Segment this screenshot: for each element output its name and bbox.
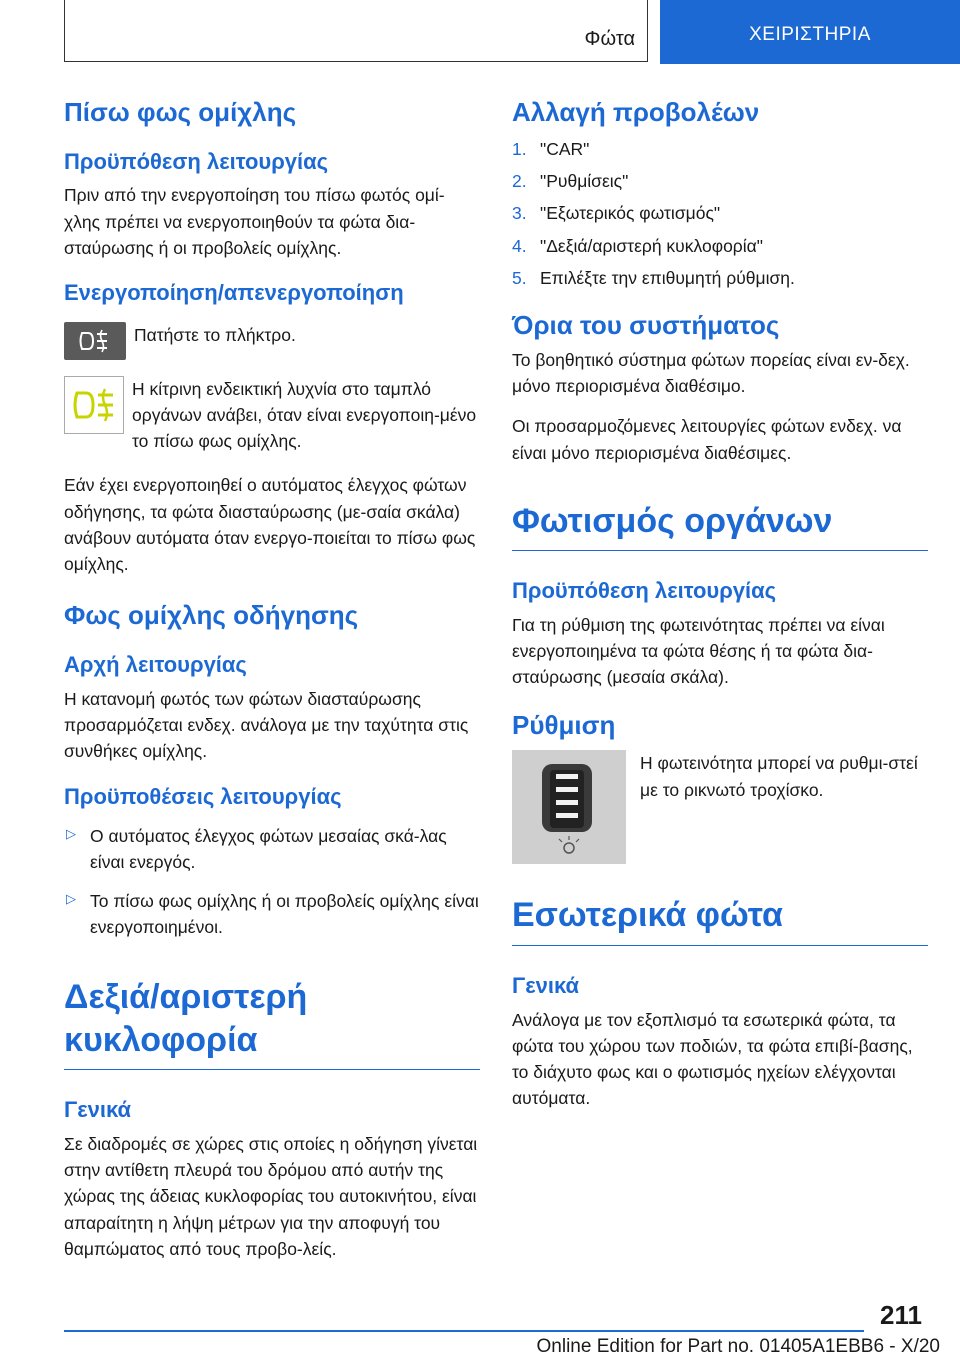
- footer-divider: [64, 1330, 864, 1332]
- page-header: [0, 0, 960, 66]
- heading-principle: Αρχή λειτουργίας: [64, 652, 247, 678]
- text-prerequisite-2: Για τη ρύθμιση της φωτεινότητας πρέπει να είναι ενεργοποιημένα τα φώτα θέσης ή τα φώτα δια-σταύρωσης (μεσαία σκάλα).: [512, 614, 885, 688]
- heading-adjustment: Ρύθμιση: [512, 709, 616, 740]
- chapter-interior-lights: [512, 894, 928, 946]
- heading-change-headlights: Αλλαγή προβολέων: [512, 97, 760, 127]
- heading-interior-lights: Εσωτερικά φώτα: [512, 896, 783, 935]
- list-item: 3. "Εξωτερικός φωτισμός": [512, 203, 721, 224]
- chapter-traffic: [64, 976, 480, 1070]
- list-item: 2. "Ρυθμίσεις": [512, 171, 629, 192]
- heading-general: Γενικά: [64, 1097, 132, 1123]
- text-limits-1: Το βοηθητικό σύστημα φώτων πορείας είναι εν-δεχ. μόνο περιορισμένα διαθέσιμο.: [512, 349, 910, 397]
- chapter-tab[interactable]: ΧΕΙΡΙΣΤΗΡΙΑ: [660, 0, 960, 64]
- section-title: Φώτα: [584, 28, 635, 50]
- adjustment-row: [512, 750, 928, 864]
- chapter-instrument-lighting: [512, 500, 928, 552]
- heading-prerequisite: Προϋπόθεση λειτουργίας: [64, 148, 329, 174]
- indicator-text: Η κίτρινη ενδεικτική λυχνία στο ταμπλό οργάνων ανάβει, όταν είναι ενεργοποιη-μένο το πίσω φως ομίχλης.: [132, 378, 477, 452]
- text-principle: Η κατανομή φωτός των φώτων διασταύρωσης προσαρμόζεται ενδεχ. ανάλογα με την ταχύτητα στις συνθήκες ομίχλης.: [64, 688, 469, 762]
- press-button-text: Πατήστε το πλήκτρο.: [134, 324, 296, 345]
- list-item: 4. "Δεξιά/αριστερή κυκλοφορία": [512, 235, 763, 256]
- heading-on-off: Ενεργοποίηση/απενεργοποίηση: [64, 280, 404, 306]
- steps-list: [512, 136, 928, 291]
- text-limits-2: Οι προσαρμοζόμενες λειτουργίες φώτων ενδεχ. να είναι μόνο περιορισμένα διαθέσιμες.: [512, 416, 902, 463]
- list-item: 5. Επιλέξτε την επιθυμητή ρύθμιση.: [512, 267, 795, 288]
- heading-prerequisite-2: Προϋπόθεση λειτουργίας: [512, 578, 777, 604]
- footer-edition: Online Edition for Part no. 01405A1EBB6 - X/20: [536, 1336, 940, 1357]
- triangle-bullet-icon: ▷: [66, 890, 76, 906]
- heading-general-2: Γενικά: [512, 972, 580, 998]
- header-box: [64, 0, 648, 62]
- adjustment-text: Η φωτεινότητα μπορεί να ρυθμι-στεί με το ρικνωτό τροχίσκο.: [640, 753, 918, 800]
- page-number: 211: [880, 1300, 922, 1330]
- text-prerequisite: Πριν από την ενεργοποίηση του πίσω φωτός ομί-χλης πρέπει να ενεργοποιηθούν τα φώτα δια-σταύρωσης ή οι προβολείς ομίχλης.: [64, 185, 445, 258]
- right-column: [512, 96, 928, 1126]
- prerequisite-list: [64, 823, 480, 940]
- left-column: [64, 96, 480, 1276]
- text-auto-lights: Εάν έχει ενεργοποιηθεί ο αυτόματος έλεγχος φώτων οδήγησης, τα φώτα διασταύρωσης (με-σαία σκάλα) ανάβουν αυτόματα όταν ενεργο-ποιείται το πίσω φως ομίχλης.: [64, 475, 476, 575]
- text-general-2: Ανάλογα με τον εξοπλισμό τα εσωτερικά φώτα, τα φώτα του χώρου των ποδιών, τα φώτα επιβί-βασης, το διάχυτο φως και ο φωτισμός ηχείων ελέγχονται αυτόματα.: [512, 1009, 913, 1109]
- heading-system-limits: Όρια του συστήματος: [512, 310, 780, 341]
- triangle-bullet-icon: ▷: [66, 826, 76, 842]
- heading-fog-driving: Φως ομίχλης οδήγησης: [64, 600, 359, 631]
- heading-instrument-lighting: Φωτισμός οργάνων: [512, 501, 833, 540]
- rear-fog-indicator-icon: [64, 376, 124, 434]
- text-general: Σε διαδρομές σε χώρες στις οποίες η οδήγηση γίνεται στην αντίθετη πλευρά του δρόμου από αυτήν της χώρας της άδειας κυκλοφορίας του αυτοκινήτου, είναι απαραίτητη η λήψη μέτρων για την αποφυγή του θαμπώματος από τους προβο-λείς.: [64, 1133, 478, 1259]
- rear-fog-button-icon[interactable]: [64, 322, 126, 360]
- list-item: ▷ Ο αυτόματος έλεγχος φώτων μεσαίας σκά-λας είναι ενεργός.: [66, 826, 447, 873]
- heading-traffic: Δεξιά/αριστερή κυκλοφορία: [64, 978, 308, 1059]
- indicator-row: [64, 376, 480, 455]
- list-item: 1. "CAR": [512, 138, 590, 159]
- heading-prerequisites: Προϋποθέσεις λειτουργίας: [64, 783, 342, 809]
- press-button-row: [64, 322, 480, 360]
- heading-rear-fog: Πίσω φως ομίχλης: [64, 97, 297, 127]
- list-item: ▷ Το πίσω φως ομίχλης ή οι προβολείς ομίχλης είναι ενεργοποιημένοι.: [66, 890, 479, 937]
- dimmer-wheel-image: [512, 750, 626, 864]
